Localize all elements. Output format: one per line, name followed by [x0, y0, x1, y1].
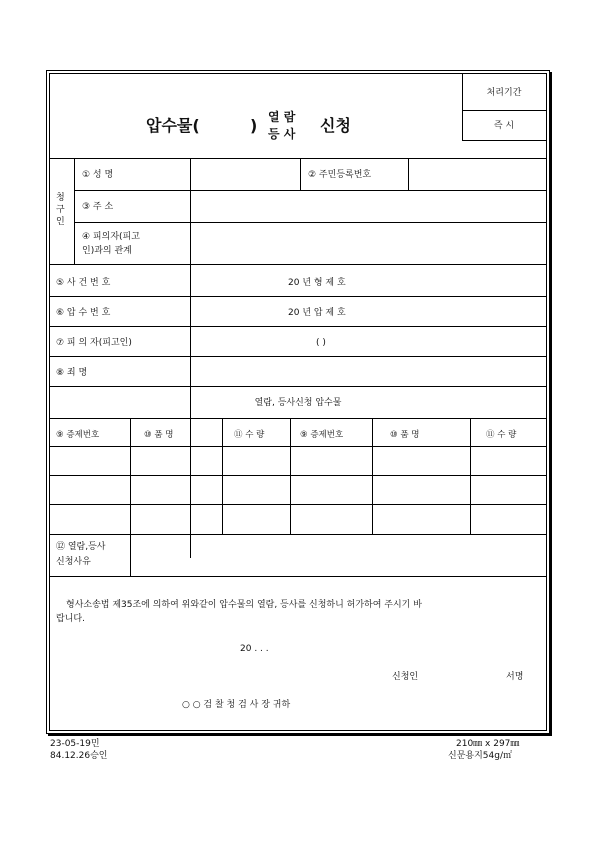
suspect-value: ( ): [316, 338, 326, 348]
processing-box-divider: [462, 110, 546, 111]
items-col2-divider: [222, 418, 223, 534]
applicant-signature-label: 신청인: [392, 672, 419, 682]
seized-number-label: ⑥ 압 수 번 호: [56, 308, 111, 318]
name-rrn-divider: [300, 158, 301, 190]
address-label: ③ 주 소: [82, 202, 114, 212]
col-item-name-2: ⑩ 품 명: [390, 430, 420, 440]
col-quantity-2: ⑪ 수 량: [486, 430, 517, 440]
items-row1-line: [50, 475, 546, 476]
signature-mark-label: 서명: [506, 672, 524, 682]
col-quantity: ⑪ 수 량: [234, 430, 265, 440]
processing-box-bottom: [462, 140, 546, 141]
applicant-block-bottom: [50, 264, 546, 265]
items-row2-line: [50, 504, 546, 505]
items-col3-divider: [290, 418, 291, 534]
applicant-row1-line: [74, 190, 546, 191]
title-suffix: 신청: [320, 116, 351, 135]
crime-row-line: [50, 386, 546, 387]
applicant-row2-line: [74, 222, 546, 223]
items-section-title: 열람, 등사신청 압수물: [254, 398, 342, 408]
statement-line1: 형사소송법 제35조에 의하여 위와같이 압수물의 열람, 등사를 신청하니 허가하여 주시기 바: [66, 600, 422, 610]
reason-label-line1: ⑫ 열람,등사: [56, 542, 106, 552]
applicant-side-divider: [74, 158, 75, 264]
col-evidence-number: ⑨ 증제번호: [56, 430, 100, 440]
addressee: ○ ○ 검 찰 청 검 사 장 귀하: [182, 700, 291, 710]
col-item-name: ⑩ 품 명: [144, 430, 174, 440]
form-inner: [49, 73, 547, 731]
reason-divider: [130, 534, 131, 576]
form-frame: [46, 70, 550, 734]
items-col5-divider: [470, 418, 471, 534]
items-col4-divider: [372, 418, 373, 534]
applicant-side-label: 청 구 인: [56, 193, 65, 227]
name-label: ① 성 명: [82, 170, 114, 180]
case-row-line: [50, 296, 546, 297]
header-bottom-line: [50, 158, 546, 159]
seized-row-line: [50, 326, 546, 327]
items-title-line: [50, 418, 546, 419]
relation-label-line1: ④ 피의자(피고: [82, 232, 140, 242]
col-evidence-number-2: ⑨ 증제번호: [300, 430, 344, 440]
title-prefix: 압수물(: [146, 116, 200, 135]
paper-type: 신문용지54g/㎡: [448, 751, 512, 761]
title-option-copy: 등 사: [268, 127, 296, 141]
relation-label-line2: 인)과의 관계: [82, 246, 132, 256]
rrn-value-divider: [408, 158, 409, 190]
reason-label-line2: 신청사유: [56, 557, 91, 567]
crime-label: ⑧ 죄 명: [56, 368, 88, 378]
title-option-view: 열 람: [268, 110, 296, 124]
suspect-label: ⑦ 피 의 자(피고인): [56, 338, 132, 348]
reason-bottom-line: [50, 576, 546, 577]
seized-number-value: 20 년 압 제 호: [288, 308, 346, 318]
processing-period-label: 처리기간: [486, 88, 522, 98]
processing-period-value: 즉 시: [493, 121, 515, 131]
items-header-line: [50, 446, 546, 447]
case-number-label: ⑤ 사 건 번 호: [56, 278, 111, 288]
rrn-label: ② 주민등록번호: [308, 170, 372, 180]
form-code: 23-05-19민: [50, 739, 100, 749]
label-column-divider: [190, 158, 191, 558]
case-number-value: 20 년 형 제 호: [288, 278, 346, 288]
items-row3-line: [50, 534, 546, 535]
suspect-row-line: [50, 356, 546, 357]
form-approval: 84.12.26승인: [50, 751, 108, 761]
statement-line2: 랍니다.: [56, 614, 85, 624]
items-col1-divider: [130, 418, 131, 534]
paper-size: 210㎜ x 297㎜: [456, 739, 520, 749]
title-paren-close: ): [250, 116, 258, 135]
statement-date: 20 . . .: [240, 644, 269, 654]
